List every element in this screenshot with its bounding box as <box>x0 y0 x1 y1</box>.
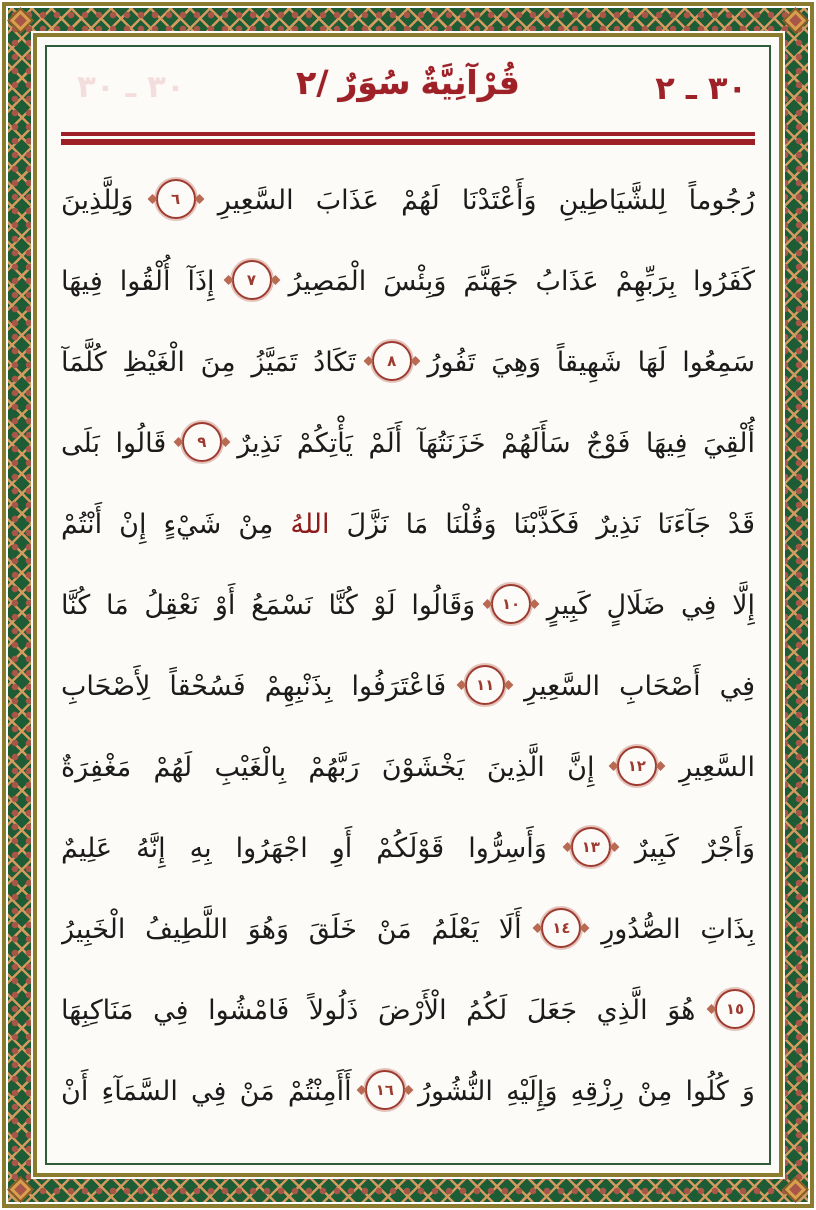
verse-number-marker: ١٤ <box>541 908 581 948</box>
quran-text-segment: أَلَا يَعْلَمُ مَنْ خَلَقَ وَهُوَ اللَّطِيفُ الْخَبِيرُ <box>61 914 522 945</box>
quran-line <box>61 970 755 1051</box>
quran-line <box>61 1051 755 1132</box>
verse-number-marker: ١٣ <box>571 827 611 867</box>
quran-line <box>61 727 755 808</box>
quran-text-segment: بِذَاتِ الصُّدُورِ <box>601 914 755 945</box>
quran-line <box>61 808 755 889</box>
page-content <box>47 47 769 1163</box>
quran-text-segment: قَدْ جَآءَنَا نَذِيرٌ فَكَذَّبْنَا وَقُلْنَا مَا نَزَّلَ <box>346 509 755 540</box>
header-divider <box>61 132 755 145</box>
verse-number-marker: ١٠ <box>491 584 531 624</box>
quran-text-segment: السَّعِيرِ <box>679 752 755 783</box>
quran-text-segment: إِلَّا فِي ضَلَالٍ كَبِيرٍ <box>546 590 755 621</box>
quran-text-segment: إِذَآ أُلْقُوا فِيهَا <box>61 266 215 297</box>
quran-text-segment: وَأَسِرُّوا قَوْلَكُمْ أَوِ اجْهَرُوا بِهِ إِنَّهُ عَلِيمٌ <box>61 833 547 864</box>
ghost-page-ref: ٣٠ ـ ٣٠ <box>77 69 185 105</box>
verse-number-marker: ١٥ <box>715 989 755 1029</box>
quran-text-segment: مِنْ شَيْءٍ إِنْ أَنْتُمْ <box>61 509 274 540</box>
page-header <box>59 63 757 119</box>
quran-text-segment: وَأَجْرٌ كَبِيرٌ <box>634 833 755 864</box>
quran-text-segment: وَقَالُوا لَوْ كُنَّا نَسْمَعُ أَوْ نَعْقِلُ مَا كُنَّا <box>61 590 476 621</box>
quran-line <box>61 241 755 322</box>
quran-text-segment: أَأَمِنْتُمْ مَنْ فِي السَّمَآءِ أَنْ <box>61 1076 352 1107</box>
quran-line <box>61 160 755 241</box>
quran-text-segment: رُجُوماً لِلشَّيَاطِينِ وَأَعْتَدْنَا لَهُمْ عَذَابَ السَّعِيرِ <box>217 185 755 216</box>
verse-number-marker: ٧ <box>232 260 272 300</box>
verse-number-marker: ١٢ <box>617 746 657 786</box>
quran-text-segment: سَمِعُوا لَهَا شَهِيقاً وَهِيَ تَفُورُ <box>427 347 755 378</box>
quran-text-segment: تَكَادُ تَمَيَّزُ مِنَ الْغَيْظِ كُلَّمَآ <box>61 347 356 378</box>
page-ref: ٣٠ ـ ٢ <box>655 69 747 107</box>
lesson-title-word: قُرْآنِيَّةٌ <box>420 63 520 102</box>
quran-text-segment: هُوَ الَّذِي جَعَلَ لَكُمُ الْأَرْضَ ذَلُولاً فَامْشُوا فِي مَنَاكِبِهَا <box>61 995 696 1026</box>
lesson-title-word: سُوَرٌ <box>338 63 411 102</box>
lesson-title <box>296 63 520 102</box>
quran-text-segment: إِنَّ الَّذِينَ يَخْشَوْنَ رَبَّهُمْ بِالْغَيْبِ لَهُمْ مَغْفِرَةٌ <box>61 752 595 783</box>
quran-line <box>61 565 755 646</box>
quran-text <box>59 160 757 1132</box>
verse-number-marker: ٦ <box>156 179 196 219</box>
verse-number-marker: ٩ <box>182 422 222 462</box>
allah-word: اللهُ <box>290 509 330 540</box>
verse-number-marker: ٨ <box>372 341 412 381</box>
verse-number-marker: ١٦ <box>365 1070 405 1110</box>
quran-line <box>61 484 755 565</box>
quran-line <box>61 889 755 970</box>
quran-text-segment: وَلِلَّذِينَ <box>61 185 134 216</box>
quran-line <box>61 403 755 484</box>
verse-number-marker: ١١ <box>465 665 505 705</box>
quran-text-segment: فَاعْتَرَفُوا بِذَنْبِهِمْ فَسُحْقاً لِأَصْحَابِ <box>61 671 447 702</box>
quran-line <box>61 322 755 403</box>
quran-text-segment: كَفَرُوا بِرَبِّهِمْ عَذَابُ جَهَنَّمَ وَبِئْسَ الْمَصِيرُ <box>288 266 755 297</box>
quran-text-segment: فِي أَصْحَابِ السَّعِيرِ <box>524 671 755 702</box>
quran-line <box>61 646 755 727</box>
quran-text-segment: قَالُوا بَلَى <box>61 428 167 459</box>
quran-text-segment: أُلْقِيَ فِيهَا فَوْجٌ سَأَلَهُمْ خَزَنَتُهَآ أَلَمْ يَأْتِكُمْ نَذِيرٌ <box>237 428 755 459</box>
lesson-title-word: ٢/ <box>296 63 329 102</box>
quran-text-segment: وَ كُلُوا مِنْ رِزْقِهِ وَإِلَيْهِ النُّشُورُ <box>417 1076 755 1107</box>
